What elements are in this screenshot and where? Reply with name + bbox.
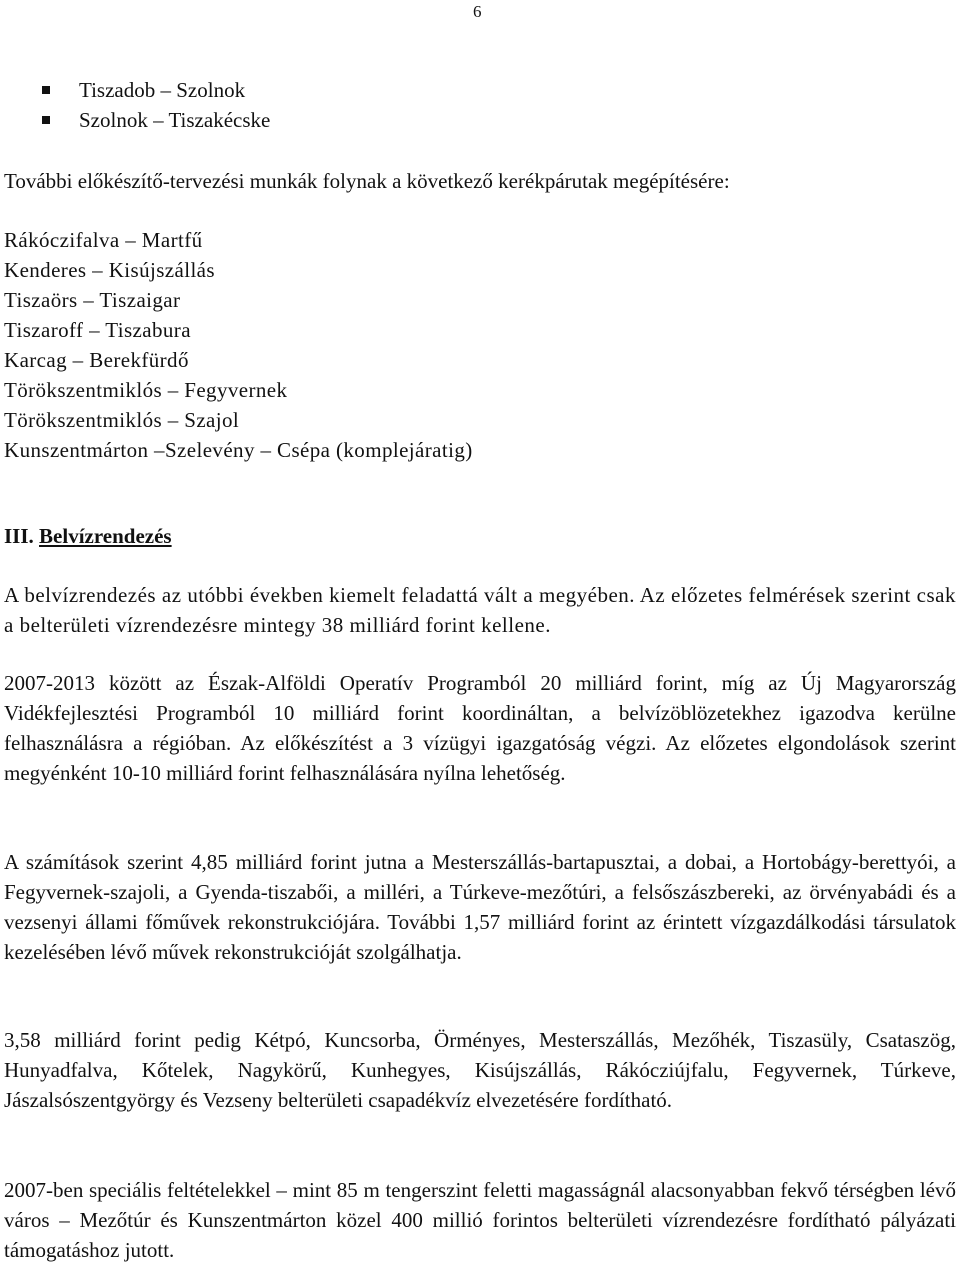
paragraph: 2007-2013 között az Észak-Alföldi Operatív Programból 20 milliárd forint, míg az Új Magyarország Vidékfejlesztési Programból 10 milliárd forint koordináltan, a belvízöblözetekhez igazodva kerülne felhasználásra a régióban. Az előkészítést a 3 vízügyi igazgatóság végzi. Az előzetes elgondolások szerint megyénként 10-10 milliárd forint felhasználására nyílna lehetőség. [4, 671, 956, 785]
route-item: Törökszentmiklós – Szajol [4, 408, 240, 432]
bullet-list [42, 75, 270, 135]
bullet-item [42, 75, 270, 105]
square-bullet-icon [42, 116, 50, 124]
paragraph: 3,58 milliárd forint pedig Kétpó, Kuncsorba, Örményes, Mesterszállás, Mezőhék, Tiszasüly, Csataszög, Hunyadfalva, Kőtelek, Nagykörű, Kunhegyes, Kisújszállás, Rákócziújfalu, Fegyvernek, Túrkeve, Jászalsószentgyörgy és Vezseny belterületi csapadékvíz elvezetésére fordítható. [4, 1028, 956, 1112]
route-item: Rákóczifalva – Martfű [4, 228, 203, 252]
section-heading [4, 519, 172, 553]
paragraph: A számítások szerint 4,85 milliárd forint jutna a Mesterszállás-bartapusztai, a dobai, a Hortobágy-berettyói, a Fegyvernek-szajoli, a Gyenda-tiszabői, a milléri, a Túrkeve-mezőtúri, a felsőszászbereki, az örvényabádi és a vezsenyi állami főművek rekonstrukciójára. További 1,57 milliárd forint az érintett vízgazdálkodási társulatok kezelésében lévő művek rekonstrukcióját szolgálhatja. [4, 850, 956, 964]
intro-text: További előkészítő-tervezési munkák folynak a következő kerékpárutak megépítésére: [4, 169, 730, 193]
route-item: Törökszentmiklós – Fegyvernek [4, 378, 288, 402]
bullet-item-text: Tiszadob – Szolnok [79, 78, 246, 102]
page-number: 6 [473, 2, 482, 21]
bullet-item [42, 105, 270, 135]
route-item: Tiszaroff – Tiszabura [4, 318, 191, 342]
paragraph: A belvízrendezés az utóbbi években kiemelt feladattá vált a megyében. Az előzetes felmérések szerint csak a belterületi vízrendezésre mintegy 38 milliárd forint kellene. [4, 583, 956, 637]
paragraph: 2007-ben speciális feltételekkel – mint 85 m tengerszint feletti magasságnál alacsonyabban fekvő térségben lévő város – Mezőtúr és Kunszentmárton közel 400 millió forintos belterületi vízrendezésre fordítható pályázati támogatáshoz jutott. [4, 1178, 956, 1262]
section-title: Belvízrendezés [39, 524, 172, 548]
route-list [4, 225, 473, 465]
route-item: Kenderes – Kisújszállás [4, 258, 215, 282]
bullet-item-text: Szolnok – Tiszakécske [79, 108, 271, 132]
section-number: III. [4, 524, 34, 548]
route-item: Karcag – Berekfürdő [4, 348, 189, 372]
route-item: Tiszaörs – Tiszaigar [4, 288, 181, 312]
square-bullet-icon [42, 86, 50, 94]
route-item: Kunszentmárton –Szelevény – Csépa (komplejáratig) [4, 438, 473, 462]
